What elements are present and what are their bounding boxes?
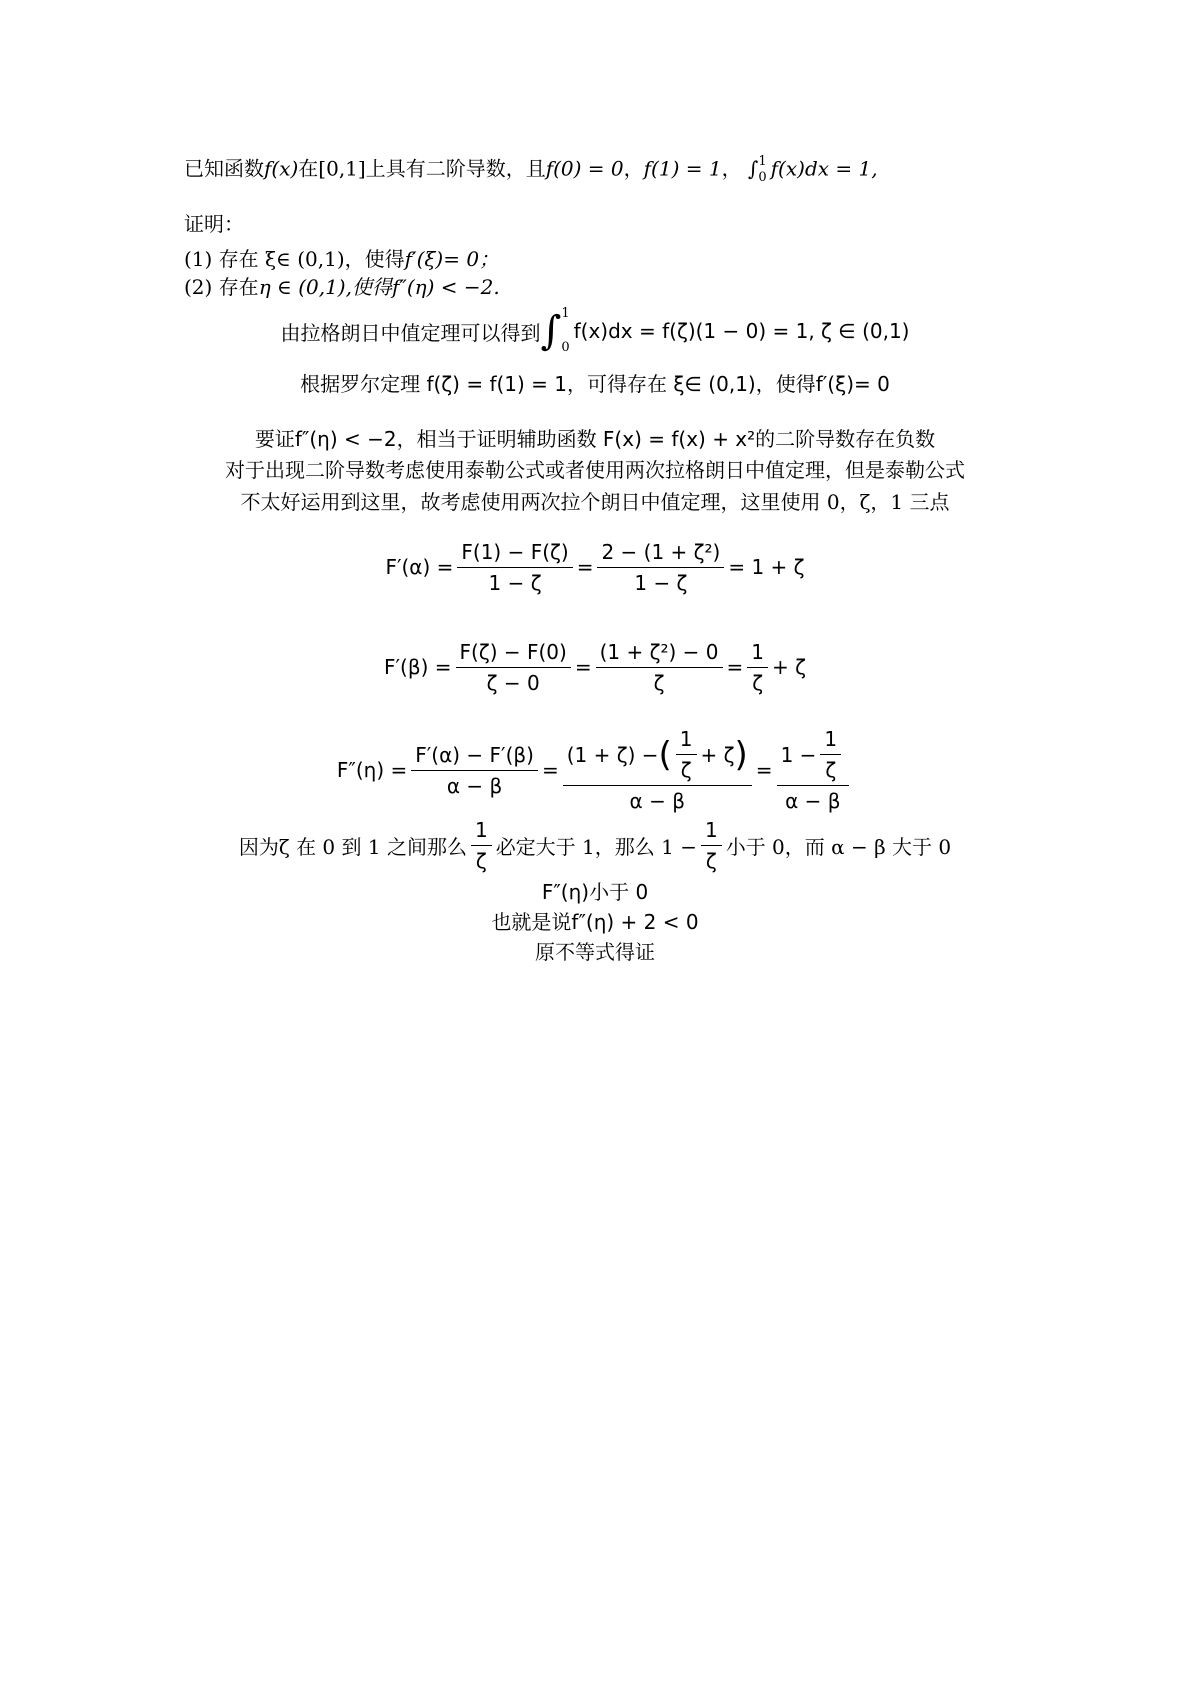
step-8: 也就是说f″(η) + 2 < 0 (491, 910, 699, 934)
eq2-fraction-1 (456, 639, 571, 696)
equation-1 (0, 535, 1190, 599)
eq3-inner-den-2: ζ (825, 758, 837, 782)
condition-f1: f(1) = 1 (643, 156, 722, 181)
eq3-inner-fraction (676, 726, 697, 783)
step-6-fraction-1 (471, 817, 492, 874)
problem-statement (184, 154, 878, 186)
eq3-num-3-a: 1 − (780, 742, 817, 767)
function-fx: f(x) (264, 156, 299, 181)
step-6-text-b: 必定大于 1，那么 1 − (495, 834, 697, 859)
eq3-den-3: α − β (785, 789, 841, 813)
step-6-den-1: ζ (475, 848, 487, 873)
part-1-text: (1) 存在 ξ∈ (0,1)，使得 (184, 247, 405, 271)
eq2-den-2: ζ (653, 670, 665, 695)
eq3-fraction-1 (411, 742, 538, 799)
step-1-formula: f(x)dx = f(ζ)(1 − 0) = 1, ζ ∈ (0,1) (573, 319, 910, 343)
eq1-lhs: F′(α) = (385, 555, 454, 579)
eq3-num-2-a: (1 + ζ) − (566, 742, 659, 767)
part-1-formula: f′(ξ)= 0； (404, 247, 500, 271)
integral-upper: 1 (561, 306, 570, 321)
eq3-num-1: F′(α) − F′(β) (411, 742, 538, 771)
eq2-num-3: 1 (747, 639, 768, 668)
eq3-num-2 (563, 726, 752, 786)
step-6-num-2: 1 (701, 817, 722, 846)
eq2-num-1: F(ζ) − F(0) (456, 639, 571, 668)
step-2: 根据罗尔定理 f(ζ) = f(1) = 1，可得存在 ξ∈ (0,1)，使得f′(ξ)= 0 (300, 372, 890, 396)
eq2-num-2: (1 + ζ²) − 0 (596, 639, 723, 668)
step-6-num-1: 1 (471, 817, 492, 846)
eq1-fraction-2 (597, 539, 724, 596)
eq3-lhs: F″(η) = (336, 758, 408, 782)
part-2 (184, 273, 500, 301)
step-9: 原不等式得证 (535, 940, 655, 964)
eq2-equals: = (574, 655, 592, 679)
eq2-lhs: F′(β) = (384, 655, 452, 679)
eq3-fraction-3 (777, 726, 850, 814)
eq3-inner-num: 1 (676, 726, 697, 755)
step-6 (0, 815, 1190, 875)
eq3-inner-den: ζ (680, 758, 692, 782)
separator: ， (623, 156, 644, 181)
eq3-num-3 (777, 726, 850, 786)
integral-lower: 0 (561, 340, 570, 355)
part-2-formula: f″(η) < −2. (391, 275, 500, 299)
eq1-rhs: = 1 + ζ (728, 555, 805, 579)
integral-sign: ∫ (747, 156, 759, 181)
integral-limits (758, 154, 766, 186)
integral-sign: ∫ (540, 308, 562, 354)
eq2-rhs: + ζ (772, 655, 806, 679)
part-2-text: (2) 存在 (184, 275, 259, 299)
integral-lower: 0 (758, 170, 767, 185)
paren-close: ) (734, 734, 748, 775)
step-4: 对于出现二阶导数考虑使用泰勒公式或者使用两次拉格朗日中值定理，但是泰勒公式 (225, 458, 965, 482)
step-5: 不太好运用到这里，故考虑使用两次拉个朗日中值定理，这里使用 0，ζ，1 三点 (240, 490, 950, 514)
step-6-text-c: 小于 0，而 α − β 大于 0 (725, 834, 952, 859)
eq3-inner-fraction-2 (820, 726, 841, 783)
step-3: 要证f″(η) < −2，相当于证明辅助函数 F(x) = f(x) + x²的二阶导数存在负数 (254, 427, 936, 451)
eq2-equals-2: = (726, 655, 744, 679)
eq2-fraction-2 (596, 639, 723, 696)
step-6-fraction-2 (701, 817, 722, 874)
eq3-equals-2: = (755, 758, 773, 782)
eq2-fraction-3 (747, 639, 768, 696)
eq3-num-2-d: + ζ (700, 742, 735, 767)
eq3-den-2: α − β (629, 789, 685, 813)
step-7: F″(η)小于 0 (541, 880, 649, 904)
step-1-text: 由拉格朗日中值定理可以得到 (280, 320, 541, 345)
eq1-equals: = (576, 555, 594, 579)
eq1-fraction-1 (457, 539, 572, 596)
eq1-den-1: 1 − ζ (488, 570, 542, 595)
eq1-num-1: F(1) − F(ζ) (457, 539, 572, 568)
step-6-text-a: 因为ζ 在 0 到 1 之间那么 (238, 834, 467, 859)
eq1-num-2: 2 − (1 + ζ²) (597, 539, 724, 568)
eq1-den-2: 1 − ζ (634, 570, 688, 595)
prove-label: 证明： (184, 212, 244, 236)
statement-text-b: 在[0,1]上具有二阶导数，且 (298, 156, 546, 181)
equation-2 (0, 635, 1190, 699)
equation-3 (0, 725, 1190, 815)
part-2-domain: η ∈ (0,1),使得 (258, 275, 392, 299)
integral-limits (561, 306, 569, 356)
statement-text: 已知函数 (184, 156, 264, 181)
separator: ， (721, 156, 742, 181)
step-6-den-2: ζ (705, 848, 717, 873)
step-1 (0, 305, 1190, 357)
condition-integral: f(x)dx = 1, (770, 156, 878, 181)
eq3-equals: = (541, 758, 559, 782)
paren-open: ( (658, 734, 672, 775)
eq2-den-1: ζ − 0 (486, 670, 540, 695)
condition-f0: f(0) = 0 (545, 156, 624, 181)
eq3-inner-num-2: 1 (820, 726, 841, 755)
part-1 (184, 245, 499, 273)
eq3-den-1: α − β (446, 773, 503, 798)
eq3-fraction-2 (563, 726, 752, 814)
eq2-den-3: ζ (752, 670, 764, 695)
integral-upper: 1 (758, 154, 767, 169)
